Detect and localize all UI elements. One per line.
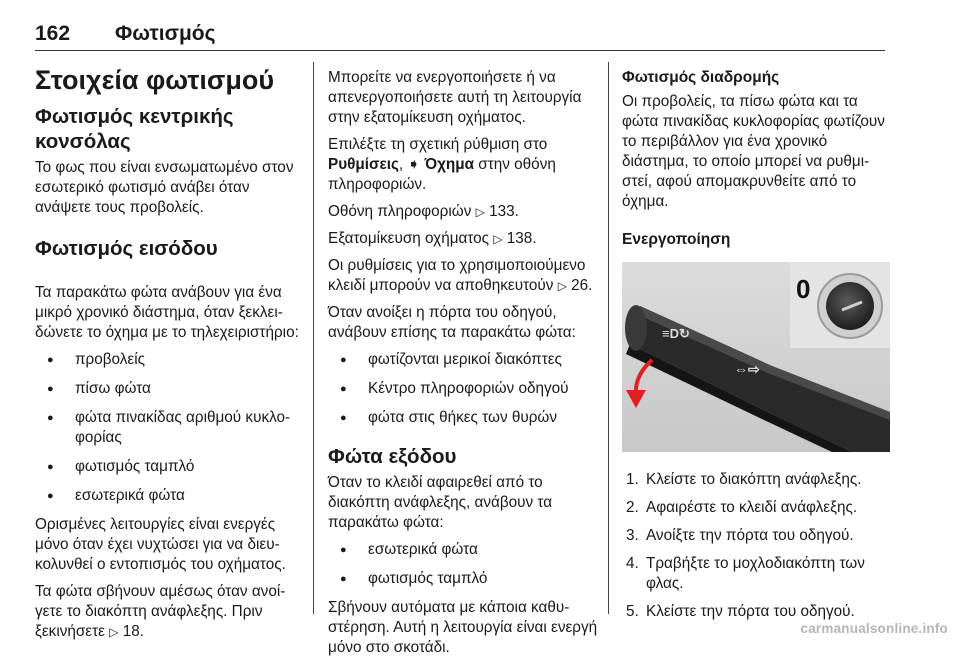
header-rule	[35, 50, 885, 51]
column-1	[35, 64, 303, 649]
list-item: 3. Ανοίξτε την πόρτα του οδηγού.	[626, 527, 854, 544]
vehicle-term: Όχημα	[424, 156, 475, 173]
path-lighting-text: Οι προβολείς, τα πίσω φώτα και τα φώτα πινακίδας κυκλοφορίας φωτίζουν το περιβάλλον για ένα χρονικό διάστημα, το οποίο μπορεί να ρυθμιστεί, αφού απομακρυνθείτε από το όχημα.	[622, 93, 885, 210]
console-text: Το φως που είναι ενσωματωμένο στον εσωτερικό φωτισμό ανάβει όταν ανάψετε τους προβολείς.	[35, 159, 294, 216]
page-ref-icon: ▷	[109, 625, 119, 639]
entry-off-note: Τα φώτα σβήνουν αμέσως όταν ανοίγετε το διακόπτη ανάφλεξης. Πριν ξεκινήσετε ▷ 18.	[35, 583, 286, 640]
watermark: carmanualsonline.info	[800, 621, 948, 636]
list-item: ● φωτίζονται μερικοί διακόπτες	[328, 350, 598, 370]
section-heading-path-lighting: Φωτισμός διαδρομής	[622, 69, 780, 86]
page-header	[35, 18, 885, 52]
door-open-text: Όταν ανοίξει η πόρτα του οδηγού, ανάβουν επίσης τα παρακάτω φώτα:	[328, 304, 576, 341]
column-2	[328, 68, 598, 665]
turn-signal-lever-illustration	[622, 262, 890, 452]
menu-arrow-icon: ➧	[407, 156, 421, 173]
section-heading-entry: Φωτισμός εισόδου	[35, 237, 218, 260]
entry-lights-list	[35, 350, 303, 506]
cross-reference-info-display: Οθόνη πληροφοριών ▷ 133.	[328, 203, 519, 220]
list-item: ● πίσω φώτα	[35, 379, 303, 399]
page-ref-link[interactable]: 18.	[122, 623, 144, 640]
activation-steps	[622, 470, 890, 622]
list-item: ● εσωτερικά φώτα	[328, 540, 598, 560]
list-item: ● προβολείς	[35, 350, 303, 370]
page-header-title: Φωτισμός	[115, 22, 216, 45]
section-heading-console: Φωτισμός κεντρικής κονσόλας	[35, 105, 234, 153]
page-ref-link[interactable]: 133.	[489, 203, 519, 220]
cross-reference-personalisation: Εξατομίκευση οχήματος ▷ 138.	[328, 230, 537, 247]
page-number: 162	[35, 22, 71, 45]
page-ref-icon: ▷	[475, 205, 485, 219]
list-item: ● φώτα στις θήκες των θυρών	[328, 408, 598, 428]
list-item: 4. Τραβήξτε το μοχλοδιακόπτη των φλας.	[626, 555, 865, 592]
entry-intro: Τα παρακάτω φώτα ανάβουν για ένα μικρό χρονικό διάστημα, όταν ξεκλειδώνετε το όχημα με το τηλεχειριστήριο:	[35, 284, 299, 341]
svg-text:≡D↻: ≡D↻	[662, 326, 690, 341]
chapter-title: Στοιχεία φωτισμού	[35, 65, 275, 95]
toggle-text: Μπορείτε να ενεργοποιήσετε ή να απενεργοποιήσετε αυτή τη λειτουργία στην εξατομίκευση οχήματος.	[328, 69, 582, 126]
exit-lights-list	[328, 540, 598, 589]
ignition-position-label: 0	[796, 274, 811, 304]
list-item: ● φώτα πινακίδας αριθμού κυκλοφορίας	[35, 408, 303, 448]
exit-intro: Όταν το κλειδί αφαιρεθεί από το διακόπτη ανάφλεξης, ανάβουν τα παρακάτω φώτα:	[328, 474, 553, 531]
page-ref-link[interactable]: 138.	[506, 230, 537, 247]
list-item: 1. Κλείστε το διακόπτη ανάφλεξης.	[626, 471, 862, 488]
list-item: ● φωτισμός ταμπλό	[35, 457, 303, 477]
list-item: ● φωτισμός ταμπλό	[328, 569, 598, 589]
door-lights-list	[328, 350, 598, 428]
settings-instruction: Επιλέξτε τη σχετική ρύθμιση στο Ρυθμίσεις, ➧ Όχημα στην οθόνη πληροφοριών.	[328, 136, 556, 193]
page-ref-icon: ▷	[557, 279, 567, 293]
list-item: ● εσωτερικά φώτα	[35, 486, 303, 506]
page-ref-link[interactable]: 26.	[571, 277, 593, 294]
list-item: ● Κέντρο πληροφοριών οδηγού	[328, 379, 598, 399]
column-divider-1	[313, 62, 314, 614]
list-item: 5. Κλείστε την πόρτα του οδηγού.	[626, 603, 855, 620]
exit-auto-off-text: Σβήνουν αυτόματα με κάποια καθυστέρηση. Αυτή η λειτουργία είναι ενεργή μόνο στο σκοτάδι.	[328, 599, 598, 656]
list-item: 2. Αφαιρέστε το κλειδί ανάφλεξης.	[626, 499, 858, 516]
page-ref-icon: ▷	[493, 232, 503, 246]
column-3	[622, 68, 890, 630]
key-settings-text: Οι ρυθμίσεις για το χρησιμοποιούμενο κλειδί μπορούν να αποθηκευτούν ▷ 26.	[328, 257, 593, 294]
svg-text:⇔⇨: ⇔⇨	[734, 361, 760, 377]
column-divider-2	[608, 62, 609, 614]
activation-heading: Ενεργοποίηση	[622, 231, 731, 248]
settings-term: Ρυθμίσεις	[328, 156, 399, 173]
section-heading-exit: Φώτα εξόδου	[328, 445, 457, 468]
entry-night-note: Ορισμένες λειτουργίες είναι ενεργές μόνο όταν έχει νυχτώσει για να διευκολυνθεί ο εντοπισμός του οχήματος.	[35, 516, 286, 573]
